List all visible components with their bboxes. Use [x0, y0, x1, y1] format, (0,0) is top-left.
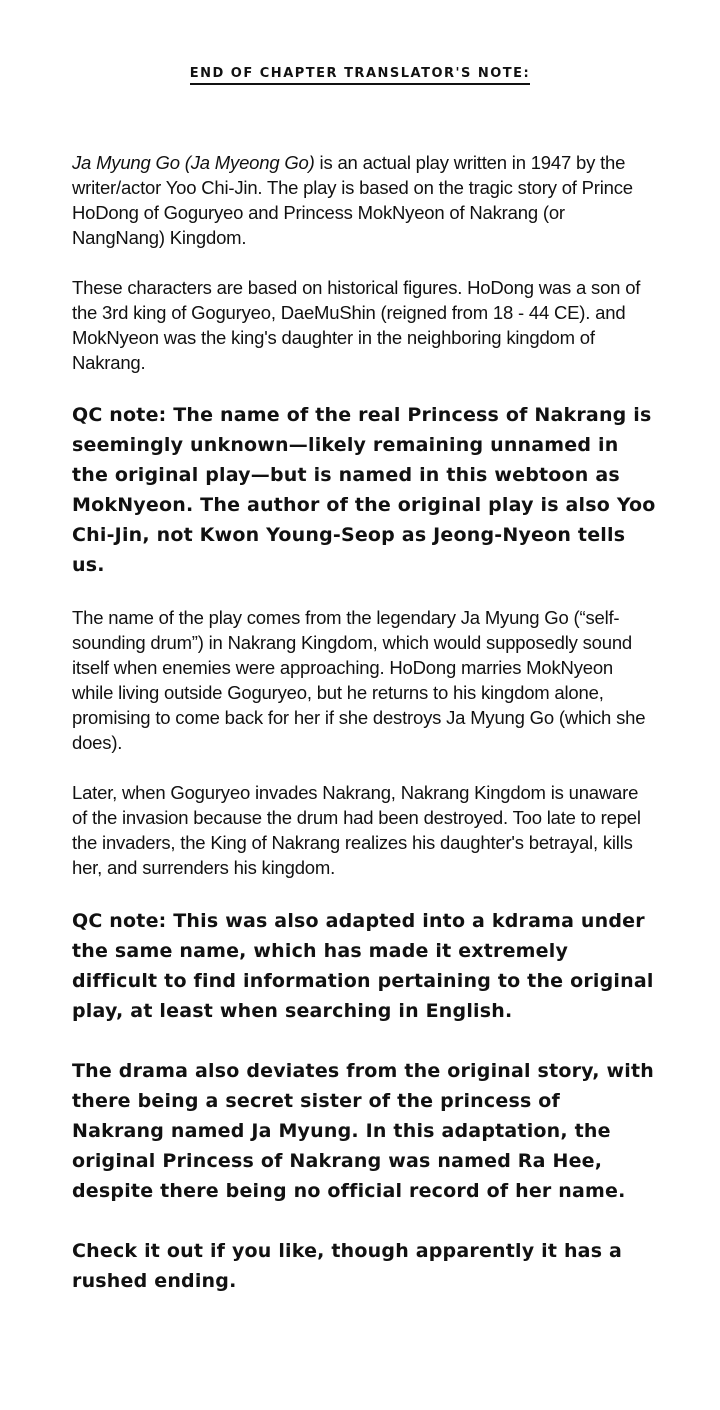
paragraph-historical-figures: These characters are based on historical figures. HoDong was a son of the 3rd king of Goguryeo, DaeMuShin (reigned from 18 - 44 CE). and MokNyeon was the king's daughter in the neighboring kingdom of Nakrang. — [72, 277, 641, 373]
play-title-italic: Ja Myung Go (Ja Myeong Go) — [72, 152, 315, 173]
qc-note-check-it-out: Check it out if you like, though apparently it has a rushed ending. — [72, 1240, 623, 1292]
paragraph-invasion: Later, when Goguryeo invades Nakrang, Nakrang Kingdom is unaware of the invasion because the drum had been destroyed. Too late to repel the invaders, the King of Nakrang realizes his daughter's betrayal, kills her, and surrenders his kingdom. — [72, 782, 641, 878]
note-heading — [0, 66, 720, 81]
paragraph-drum-legend: The name of the play comes from the legendary Ja Myung Go (“self-sounding drum”) in Nakrang Kingdom, which would supposedly sound itself when enemies were approaching. HoDong marries MokNyeon while living outside Goguryeo, but he returns to his kingdom alone, promising to come back for her if she destroys Ja Myung Go (which she does). — [72, 607, 646, 753]
paragraph-play-intro — [72, 150, 652, 250]
note-heading-text: END OF CHAPTER TRANSLATOR'S NOTE: — [190, 66, 531, 85]
play-intro-text: is an actual play written in 1947 by the writer/actor Yoo Chi-Jin. The play is based on the tragic story of Prince HoDong of Goguryeo and Princess MokNyeon of Nakrang (or NangNang) Kingdom. — [72, 152, 633, 248]
qc-note-kdrama: QC note: This was also adapted into a kdrama under the same name, which has made it extremely difficult to find information pertaining to the original play, at least when searching in English. — [72, 910, 654, 1022]
qc-note-drama-deviation: The drama also deviates from the original story, with there being a secret sister of the princess of Nakrang named Ja Myung. In this adaptation, the original Princess of Nakrang was named Ra Hee, despite there being no official record of her name. — [72, 1060, 654, 1202]
qc-note-princess-name: QC note: The name of the real Princess of Nakrang is seemingly unknown—likely remaining unnamed in the original play—but is named in this webtoon as MokNyeon. The author of the original play is also Yoo Chi-Jin, not Kwon Young-Seop as Jeong-Nyeon tells us. — [72, 404, 656, 576]
